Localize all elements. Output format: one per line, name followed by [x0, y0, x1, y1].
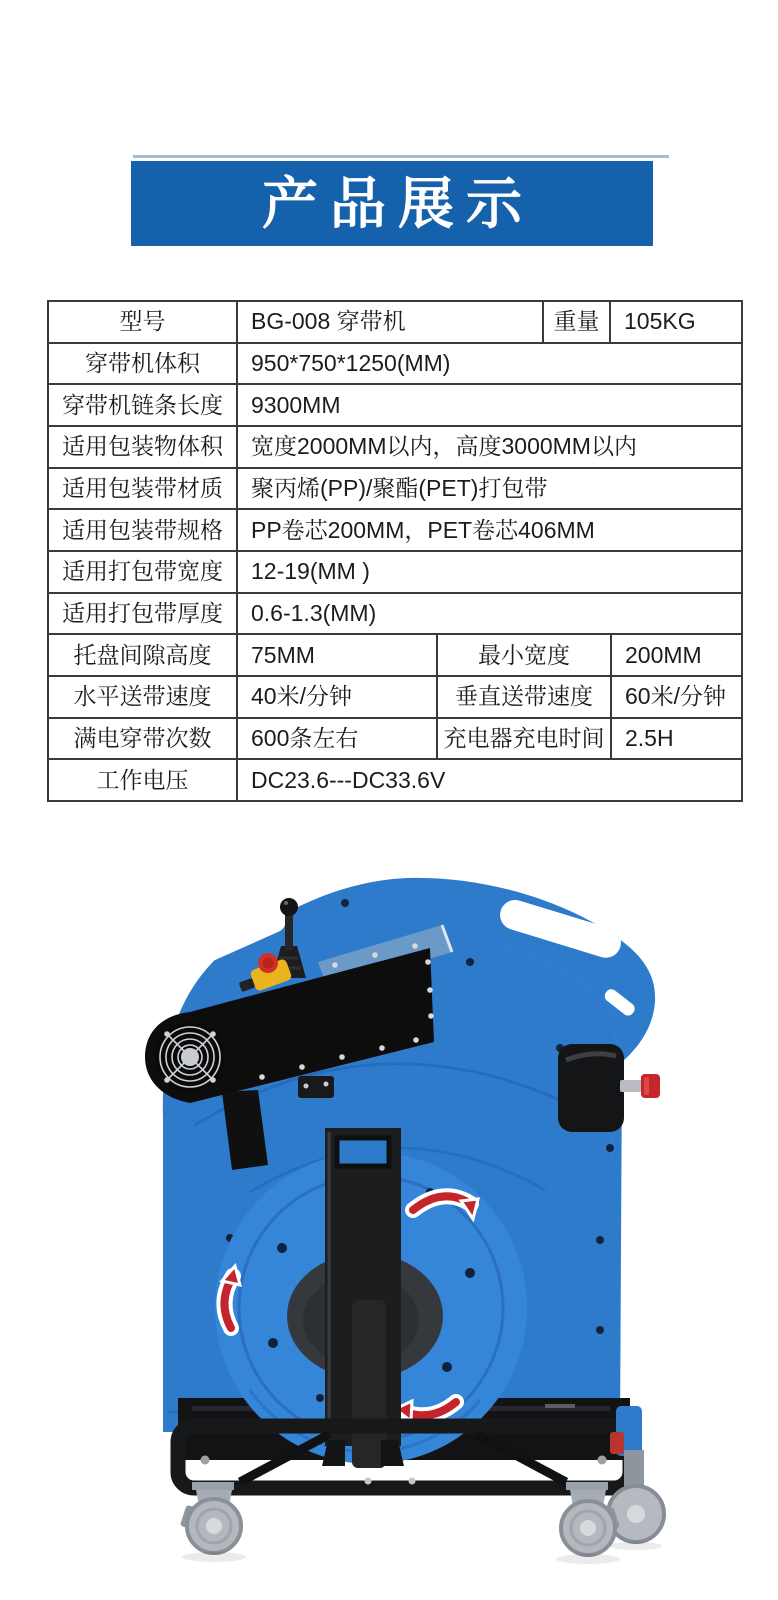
- spec-label: 最小宽度: [438, 635, 612, 675]
- fan-grille: [155, 1022, 225, 1092]
- spec-label: 满电穿带次数: [49, 719, 238, 759]
- spec-value: 0.6-1.3(MM): [251, 599, 377, 626]
- spec-label: 托盘间隙高度: [49, 635, 238, 675]
- spec-label: 水平送带速度: [49, 677, 238, 717]
- spec-label: 适用包装物体积: [49, 427, 238, 467]
- spec-value: 75MM: [238, 635, 438, 675]
- spec-value: 950*750*1250(MM): [251, 349, 451, 376]
- banner-title: 产品展示: [262, 171, 534, 235]
- trolley-base: [178, 1406, 664, 1564]
- spec-value: 9300MM: [251, 391, 341, 418]
- spec-label: 充电器充电时间: [438, 719, 612, 759]
- latch-bracket: [298, 1076, 334, 1098]
- spec-value: 105KG: [624, 308, 696, 335]
- spec-value: 宽度2000MM以内，高度3000MM以内: [251, 433, 637, 460]
- spec-label: 垂直送带速度: [438, 677, 612, 717]
- spec-value: 200MM: [625, 641, 702, 668]
- spec-value: 2.5H: [625, 724, 674, 751]
- spec-label: 适用包装带材质: [49, 469, 238, 509]
- spec-label: 型号: [49, 302, 238, 342]
- spec-value: 40米/分钟: [238, 677, 438, 717]
- center-clamp-bar: [322, 1128, 404, 1468]
- spec-label: 适用打包带厚度: [49, 594, 238, 634]
- spec-value: 600条左右: [238, 719, 438, 759]
- spec-label: 重量: [544, 302, 611, 342]
- spec-label: 工作电压: [49, 760, 238, 800]
- spec-label: 适用包装带规格: [49, 510, 238, 550]
- spec-value: PP卷芯200MM，PET卷芯406MM: [251, 516, 595, 543]
- spec-label: 穿带机链条长度: [49, 385, 238, 425]
- spec-value: DC23.6---DC33.6V: [251, 766, 446, 793]
- crank-handle: [558, 1044, 660, 1132]
- spec-label: 适用打包带宽度: [49, 552, 238, 592]
- spec-value: BG-008 穿带机: [238, 302, 544, 342]
- side-red-fitting: [610, 1432, 624, 1454]
- spec-value: 聚丙烯(PP)/聚酯(PET)打包带: [251, 474, 548, 501]
- spec-value: 60米/分钟: [625, 683, 726, 710]
- spec-label: 穿带机体积: [49, 344, 238, 384]
- spec-value: 12-19(MM ): [251, 558, 370, 585]
